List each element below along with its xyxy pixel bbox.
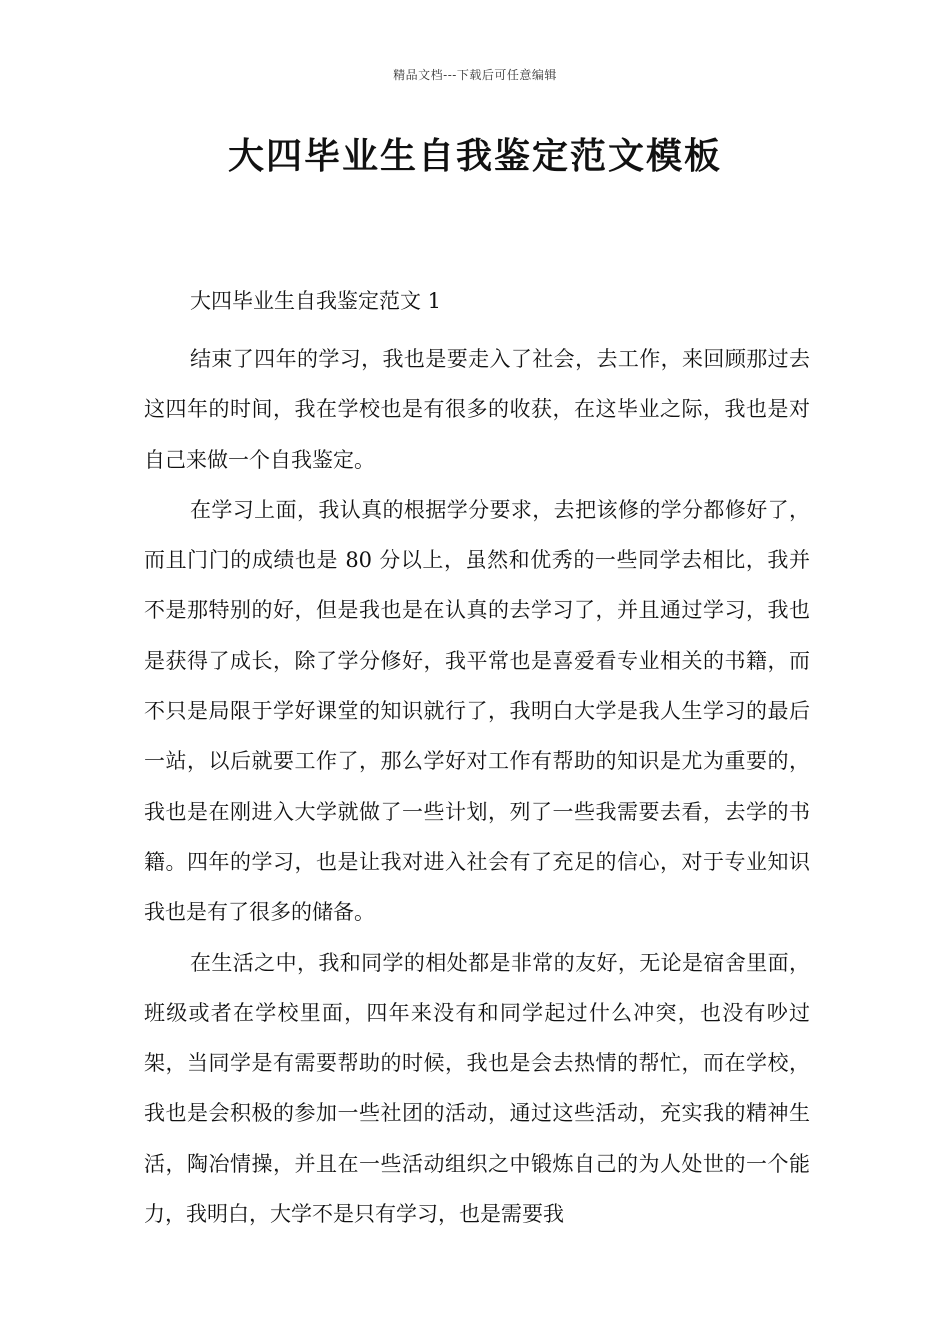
document-body xyxy=(144,334,810,1239)
header-note: 精品文档---下载后可任意编辑 xyxy=(393,68,557,82)
section-subtitle: 大四毕业生自我鉴定范文 1 xyxy=(190,289,442,313)
document-title: 大四毕业生自我鉴定范文模板 xyxy=(227,136,722,177)
paragraph-2: 在学习上面，我认真的根据学分要求，去把该修的学分都修好了，而且门门的成绩也是 80 分以上，虽然和优秀的一些同学去相比，我并不是那特别的好，但是我也是在认真的去学习了，并且通过学习，我也是获得了成长，除了学分修好，我平常也是喜爱看专业相关的书籍，而不只是局限于学好课堂的知识就行了，我明白大学是我人生学习的最后一站，以后就要工作了，那么学好对工作有帮助的知识是尤为重要的，我也是在刚进入大学就做了一些计划，列了一些我需要去看，去学的书籍。四年的学习，也是让我对进入社会有了充足的信心，对于专业知识我也是有了很多的储备。 xyxy=(144,497,810,925)
paragraph-1: 结束了四年的学习，我也是要走入了社会，去工作，来回顾那过去这四年的时间，我在学校也是有很多的收获，在这毕业之际，我也是对自己来做一个自我鉴定。 xyxy=(144,347,810,472)
paragraph-3: 在生活之中，我和同学的相处都是非常的友好，无论是宿舍里面，班级或者在学校里面，四年来没有和同学起过什么冲突，也没有吵过架，当同学是有需要帮助的时候，我也是会去热情的帮忙，而在学校，我也是会积极的参加一些社团的活动，通过这些活动，充实我的精神生活，陶冶情操，并且在一些活动组织之中锻炼自己的为人处世的一个能力，我明白，大学不是只有学习，也是需要我 xyxy=(144,950,810,1227)
